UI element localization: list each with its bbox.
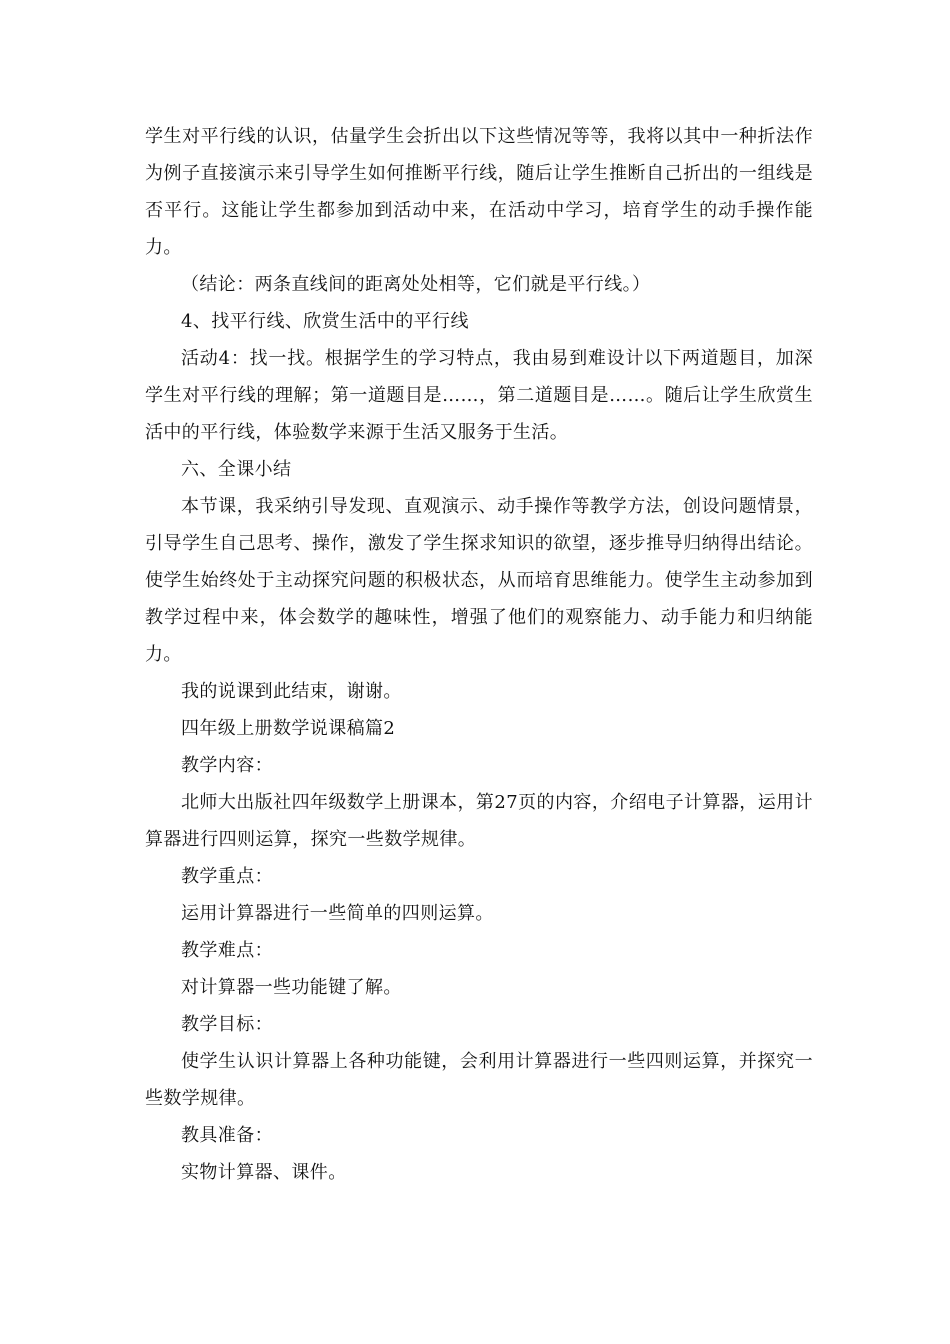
article-title-part-2: 四年级上册数学说课稿篇2 — [181, 718, 396, 739]
paragraph-14: 对计算器一些功能键了解。 — [181, 977, 402, 998]
paragraph-1: 学生对平行线的认识，估量学生会折出以下这些情况等等，我将以其中一种折法作为例子直接演示来引导学生如何推断平行线，随后让学生推断自己折出的一组线是否平行。这能让学生都参加到活动中来，在活动中学习，培育学生的动手操作能力。 — [145, 126, 813, 258]
paragraph-18: 实物计算器、课件。 — [181, 1162, 347, 1183]
label-teaching-focus: 教学重点： — [181, 866, 273, 887]
paragraph-6: 本节课，我采纳引导发现、直观演示、动手操作等教学方法，创设问题情景，引导学生自己思考、操作，激发了学生探求知识的欲望，逐步推导归纳得出结论。使学生始终处于主动探究问题的积极状态，从而培育思维能力。使学生主动参加到教学过程中来，体会数学的趣味性，增强了他们的观察能力、动手能力和归纳能力。 — [145, 496, 813, 665]
paragraph-3: 4、找平行线、欣赏生活中的平行线 — [181, 311, 469, 332]
paragraph-12: 运用计算器进行一些简单的四则运算。 — [181, 903, 494, 924]
label-teaching-difficulty: 教学难点： — [181, 940, 273, 961]
label-teaching-aids: 教具准备： — [181, 1125, 273, 1146]
paragraph-2: （结论：两条直线间的距离处处相等，它们就是平行线。） — [181, 274, 651, 295]
paragraph-16: 使学生认识计算器上各种功能键，会利用计算器进行一些四则运算，并探究一些数学规律。 — [145, 1051, 813, 1109]
document-body — [145, 118, 813, 1191]
label-teaching-goals: 教学目标： — [181, 1014, 273, 1035]
paragraph-4: 活动4：找一找。根据学生的学习特点，我由易到难设计以下两道题目，加深学生对平行线的理解；第一道题目是……，第二道题目是……。随后让学生欣赏生活中的平行线，体验数学来源于生活又服务于生活。 — [145, 348, 813, 443]
paragraph-7: 我的说课到此结束，谢谢。 — [181, 681, 402, 702]
label-teaching-content: 教学内容： — [181, 755, 273, 776]
paragraph-10: 北师大出版社四年级数学上册课本，第27页的内容，介绍电子计算器，运用计算器进行四则运算，探究一些数学规律。 — [145, 792, 813, 850]
section-heading-summary: 六、全课小结 — [181, 459, 292, 480]
